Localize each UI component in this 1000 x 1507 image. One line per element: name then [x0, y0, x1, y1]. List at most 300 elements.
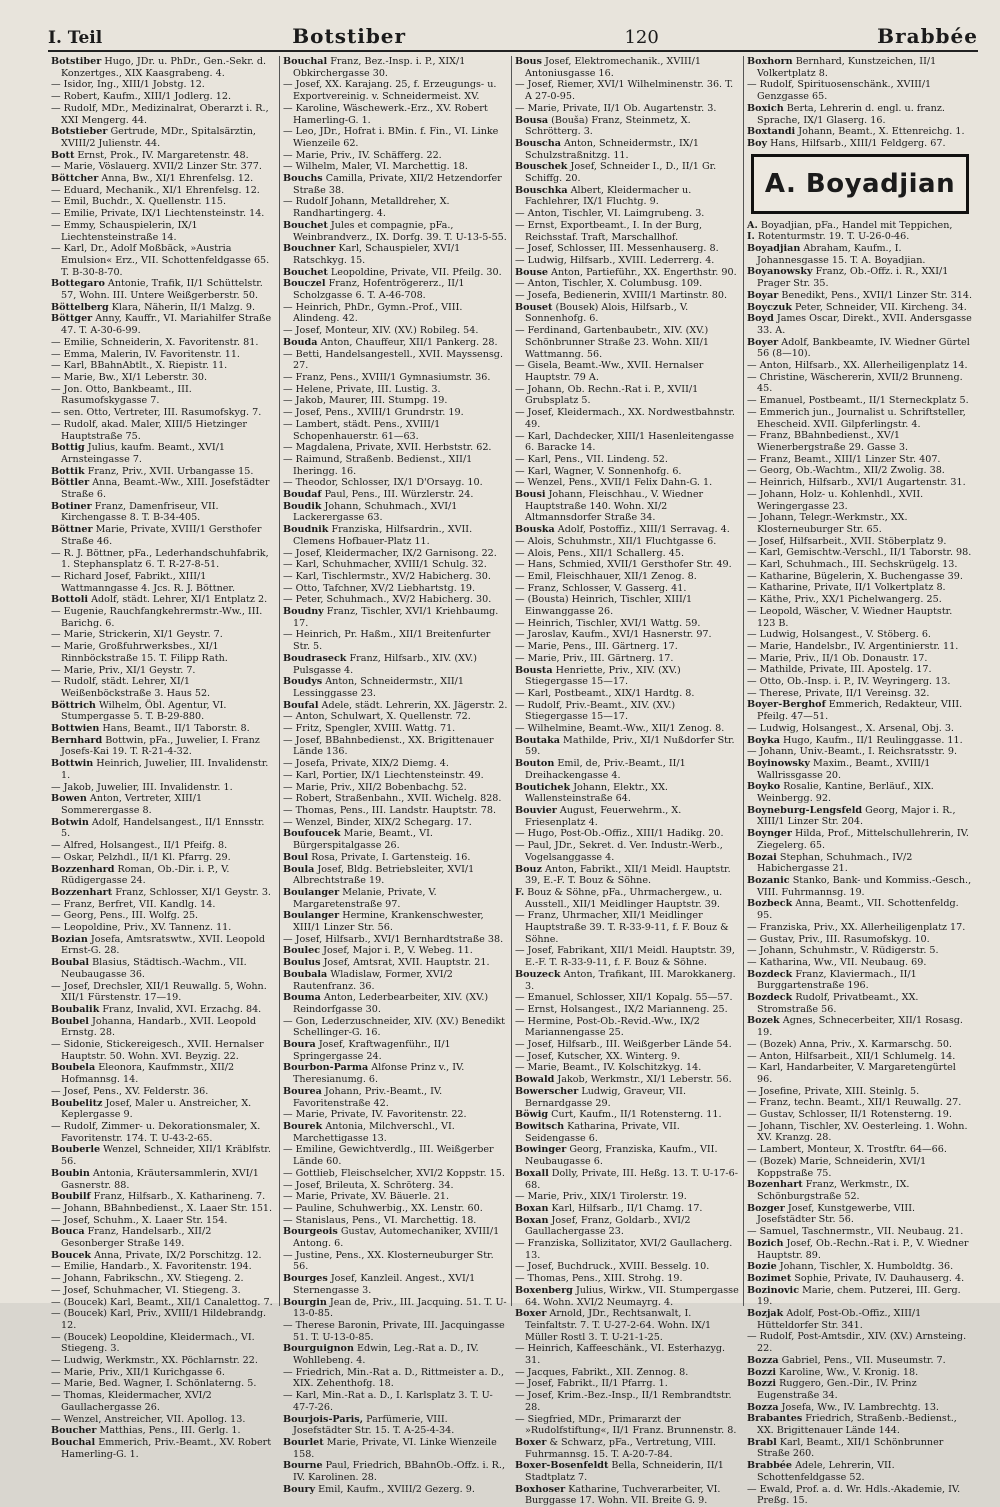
directory-entry: — Ewald, Prof. a. d. Wr. Hdls.-Akademie, IV. Preßg. 15.: [747, 1483, 961, 1507]
directory-entry: — Josef, Hilfsarbeit., XVII. Stöberplatz 9.: [747, 535, 947, 547]
directory-entry: Böttelberg Klara, Näherin, II/1 Malzg. 9.: [51, 301, 256, 313]
directory-entry: — Alfred, Holsangest., II/1 Pfeifg. 8.: [51, 840, 228, 852]
directory-entry: — Robert, Straßenbahn., XVII. Wichelg. 828.: [283, 793, 502, 805]
directory-entry: — Josef, Kleidermacher, IX/2 Garnisong. 22.: [283, 547, 497, 559]
directory-entry: — Josefine, Private, XIII. Steinlg. 5.: [747, 1085, 920, 1097]
directory-entry: Bouton Emil, de, Priv.-Beamt., II/1 Dreihackengasse 4.: [515, 758, 686, 781]
directory-entry: — Katharine, Bügelerin, X. Buchengasse 39.: [747, 570, 963, 582]
directory-entry: — Wilhelmine, Beamt.-Ww., XII/1 Zenog. 8.: [515, 723, 725, 735]
directory-entry: — Josef, Buchdruck., XVIII. Besselg. 10.: [515, 1261, 710, 1273]
directory-entry: — Karl, BBahnAbtlt., X. Riepistr. 11.: [51, 360, 228, 372]
directory-entry: Boudys Anton, Schneidermstr., XII/1 Lessinggasse 23.: [283, 676, 464, 699]
directory-entry: Bouse Anton, Partieführ., XX. Engerthstr. 90.: [515, 266, 737, 278]
directory-entry: Bozich Josef, Ob.-Rechn.-Rat i. P., V. Wiedner Hauptstr. 89.: [747, 1237, 969, 1261]
directory-entry: Bozai Stephan, Schuhmach., IV/2 Habichergasse 21.: [747, 851, 913, 875]
directory-entry: Bouda Anton, Chauffeur, XII/1 Pankerg. 28.: [283, 336, 498, 348]
directory-entry: — Therese Baronin, Private, III. Jacquingasse 51. T. U-13-0-85.: [283, 1319, 505, 1343]
directory-entry: Boudraseck Franz, Hilfsarb., XIV. (XV.) Pulsgasse 4.: [283, 652, 477, 676]
directory-entry: — Anton, Tischler, X. Columbusg. 109.: [515, 278, 703, 290]
directory-entry: — Johann, BBahnbedienst., X. Laaer Str. 151.: [51, 1202, 273, 1214]
directory-entry: Botstieber Gertrude, MDr., Spitalsärztin, XVIII/2 Julienstr. 44.: [51, 126, 256, 149]
directory-entry: — Josefa, Bedienerin, XVIII/1 Martinstr. 80.: [515, 290, 728, 302]
directory-entry: Bottegaro Antonie, Trafik, II/1 Schüttelstr. 57, Wohn. III. Untere Weißgerberstr. 50.: [51, 278, 263, 302]
directory-entry: Bozzi Karoline, Ww., V. Kronig. 18.: [747, 1366, 919, 1378]
directory-entry: Boucek Anna, Private, IX/2 Porschitzg. 12.: [51, 1249, 262, 1261]
directory-entry: — Josefa, Private, XIX/2 Diemg. 4.: [283, 758, 449, 770]
directory-entry: — Franziska, Sollizitator, XVI/2 Gaullacherg. 13.: [515, 1238, 733, 1261]
directory-entry: — Marie, Priv., II/1 Ob. Donaustr. 17.: [747, 652, 928, 664]
directory-entry: — Gustav, Priv., III. Rasumofskyg. 10.: [747, 933, 930, 945]
directory-entry: Boubel Johanna, Handarb., XVII. Leopold Ernstg. 28.: [51, 1015, 257, 1039]
directory-entry: — Johann, Holz- u. Kohlenhdl., XVII. Weringergasse 23.: [747, 488, 924, 512]
directory-entry: Bowitsch Katharina, Private, VII. Seidengasse 6.: [515, 1120, 680, 1144]
directory-entry: Boubal Blasius, Städtisch.-Wachm., VII. Neubaugasse 36.: [51, 957, 247, 980]
directory-entry: — Franziska, Priv., XX. Allerheiligenplatz 17.: [747, 921, 966, 933]
directory-entry: — Ludwig, Werkmstr., XX. Pöchlarnstr. 22.: [51, 1355, 258, 1367]
directory-entry: — Georg, Ob.-Wachtm., XII/2 Zwolig. 38.: [747, 465, 945, 477]
directory-entry: Bouska Adolf, Postoffiz., XIII/1 Serravag. 4.: [515, 524, 730, 536]
directory-entry: — Siegfried, MDr., Primararzt der »Rudolfstiftung«, II/1 Franz. Brunnenstr. 8.: [515, 1413, 737, 1437]
directory-entry: — Marie, Private, IV. Favoritenstr. 22.: [283, 1109, 467, 1121]
directory-entry: — Josef, Krim.-Bez.-Insp., II/1 Rembrandtstr. 28.: [515, 1390, 732, 1413]
directory-entry: Bozanic Stanko, Bank- und Kommiss.-Gesch., VIII. Fuhrmannsg. 19.: [747, 875, 972, 898]
directory-entry: — Hugo, Post-Ob.-Offiz., XIII/1 Hadikg. 20.: [515, 828, 724, 840]
directory-entry: Bouvier August, Feuerwehrm., X. Friesenplatz 4.: [515, 805, 682, 828]
directory-entry: — Emil, Fleischhauer, XII/1 Zenog. 8.: [515, 570, 697, 582]
directory-entry: — Jacques, Fabrikt., XII. Zennog. 8.: [515, 1366, 689, 1378]
directory-entry: Bourlet Marie, Private, VI. Linke Wienzeile 158.: [283, 1436, 497, 1460]
directory-entry: — Franz, techn. Beamt., XII/1 Reuwallg. 27.: [747, 1097, 962, 1109]
directory-entry: Böttger Anny, Kauffr., VI. Mariahilfer Straße 47. T. A-30-6-99.: [51, 313, 272, 337]
directory-entry: — Marie, Bw., XI/1 Leberstr. 30.: [51, 371, 208, 383]
directory-entry: Bousta Henriette, Priv., XIV. (XV.) Stiegergasse 15—17.: [515, 664, 681, 688]
directory-entry: Boufal Adele, städt. Lehrerin, XX. Jägerstr. 2.: [283, 699, 508, 711]
directory-entry: — Johann, Univ.-Beamt., I. Reichsratsstr. 9.: [747, 746, 958, 758]
directory-entry: — Marie, Priv., III. Gärtnerg. 17.: [515, 652, 674, 664]
directory-entry: — Anton, Hilfsarb., XX. Allerheiligenplatz 14.: [747, 360, 968, 372]
directory-entry: — Josef, Schlosser, III. Messenhauserg. 8.: [515, 243, 719, 255]
directory-entry: — Heinrich, Tischler, XVI/1 Wattg. 59.: [515, 617, 701, 629]
directory-entry: Boubin Antonia, Kräutersammlerin, XVI/1 Gasnerstr. 88.: [51, 1167, 259, 1191]
directory-entry: Boulanger Hermine, Krankenschwester, XIII/1 Linzer Str. 56.: [283, 910, 484, 934]
directory-entry: — (Bozek) Marie, Schneiderin, XVI/1 Koppstraße 75.: [747, 1155, 927, 1179]
directory-entry: — Heinrich, Hilfsarb., XVI/1 Augartenstr. 31.: [747, 477, 966, 489]
directory-entry: Boura Josef, Kraftwagenführ., II/1 Springergasse 24.: [283, 1039, 451, 1062]
directory-entry: Bouzeck Anton, Trafikant, III. Marokkanerg. 3.: [515, 968, 736, 992]
directory-entry: Bottwien Hans, Beamt., II/1 Taborstr. 8.: [51, 723, 250, 735]
directory-entry: — Katharine, Private, II/1 Volkertplatz 8.: [747, 582, 946, 594]
directory-entry: — Lambert, städt. Pens., XVIII/1 Schopenhauerstr. 61—63.: [283, 418, 441, 442]
directory-entry: — Karl, Schuhmach., III. Sechskrügelg. 13.: [747, 559, 958, 571]
directory-entry: — Wenzel, Anstreicher, VII. Apollog. 13.: [51, 1413, 246, 1425]
directory-entry: — Theodor, Schlosser, IX/1 D'Orsayg. 10.: [283, 477, 483, 489]
directory-entry: — Rudolf, Spirituosenschänk., XVIII/1 Genzgasse 65.: [747, 79, 932, 103]
directory-entry: Boxall Dolly, Private, III. Heßg. 13. T. U-17-6-68.: [515, 1167, 739, 1191]
directory-entry: Boxhorn Bernhard, Kunstzeichen, II/1 Volkertplatz 8.: [747, 56, 937, 79]
directory-entry: Boulec Josef, Major i. P., V. Webeg. 11.: [283, 945, 473, 957]
directory-entry: Bozie Johann, Tischler, X. Humboldtg. 36.: [747, 1261, 954, 1273]
directory-entry: — Thomas, Pens., XIII. Strohg. 19.: [515, 1273, 683, 1285]
directory-entry: — Helene, Private, III. Lustig. 3.: [283, 383, 441, 395]
directory-entry: Boubelitz Josef, Maler u. Anstreicher, X. Keplergasse 9.: [51, 1097, 252, 1121]
directory-entry: — Rudolf, Post-Amtsdir., XIV. (XV.) Arnsteing. 22.: [747, 1331, 967, 1355]
directory-entry: — Otto, Ob.-Insp. i. P., IV. Weyringerg. 13.: [747, 676, 951, 688]
directory-entry: — Leopold, Wäscher, V. Wiedner Hauptstr. 123 B.: [747, 605, 953, 629]
directory-entry: Boyd James Oscar, Direkt., XVII. Andersgasse 33. A.: [747, 313, 972, 336]
directory-entry: Bourges Josef, Kanzleil. Angest., XVI/1 Sternengasse 3.: [283, 1273, 476, 1296]
directory-entry: Bouczel Franz, Hofentrögererz., II/1 Scholzgasse 6. T. A-46-708.: [283, 278, 465, 302]
directory-entry: — Marie, Priv., XII/2 Bobenbachg. 52.: [283, 781, 467, 793]
directory-entry: — Jakob, Juwelier, III. Invalidenstr. 1.: [51, 781, 233, 793]
directory-entry: Bourne Paul, Friedrich, BBahnOb.-Offz. i. R., IV. Karolinen. 28.: [283, 1460, 505, 1484]
directory-entry: Boxan Josef, Franz, Goldarb., XVI/2 Gaullachergasse 23.: [515, 1214, 691, 1238]
directory-entry: — Marie, Private, XV. Bäuerle. 21.: [283, 1191, 449, 1203]
directory-entry: — Franz, BBahnbedienst., XV/1 Wienerbergstraße 29. Gasse 3.: [747, 430, 909, 453]
directory-entry: Bouchs Camilla, Private, XII/2 Hetzendorfer Straße 38.: [283, 173, 502, 196]
directory-entry: — Ludwig, Hilfsarb., XVIII. Lederrerg. 4.: [515, 254, 715, 266]
directory-entry: — Thomas, Pens., III. Landstr. Hauptstr. 78.: [283, 805, 497, 816]
directory-entry: — Ludwig, Holsangest., X. Arsenal, Obj. 3.: [747, 722, 954, 734]
directory-entry: — Josef, Schuhm., X. Laaer Str. 154.: [51, 1214, 228, 1226]
directory-entry: Boxer Arnold, JDr., Rechtsanwalt, I. Teinfaltstr. 7. T. U-27-2-64. Wohn. IX/1 Müller Rostl 3. T. U-21-1-25.: [515, 1308, 712, 1343]
directory-entry: Boyadjian Abraham, Kaufm., I. Johannesgasse 15. T. A. Boyadjian.: [747, 243, 926, 266]
directory-entry: — Marie, Bed. Wagner, I. Schönlaterng. 5.: [51, 1378, 257, 1390]
directory-entry: — Karl, Schuhmacher, XVIII/1 Schulg. 32.: [283, 559, 487, 571]
directory-entry: Bozenhart Franz, Werkmstr., IX. Schönburgstraße 52.: [747, 1179, 910, 1202]
directory-entry: — Paul, JDr., Sekret. d. Ver. Industr.-Werb., Vogelsanggasse 4.: [515, 840, 723, 863]
directory-entry: Boxan Karl, Hilfsarb., II/1 Chamg. 17.: [515, 1202, 703, 1214]
directory-entry: Boucher Matthias, Pens., III. Gerlg. 1.: [51, 1425, 241, 1437]
directory-entry: — Josef, Brileuta, X. Schröterg. 34.: [283, 1179, 454, 1191]
directory-entry: Boudaf Paul, Pens., III. Würzlerstr. 24.: [283, 489, 474, 501]
directory-entry: Bouz Anton, Fabrikt., XII/1 Meidl. Hauptstr. 39, E.-F. T. Bouz & Söhne.: [515, 863, 731, 887]
directory-entry: — Wilhelm, Maler, VI. Marchettig. 18.: [283, 161, 468, 173]
directory-entry: — Emmerich jun., Journalist u. Schriftsteller, Ehescheid. XVII. Gilpferlingstr. 4.: [747, 406, 966, 430]
directory-entry: — Gisela, Beamt.-Ww., XVII. Hernalser Hauptstr. 79 A.: [515, 360, 704, 383]
directory-entry: Boxich Berta, Lehrerin d. engl. u. franz. Sprache, IX/1 Glaserg. 16.: [747, 102, 945, 126]
directory-entry: F. Bouz & Söhne, pFa., Uhrmachergew., u. Ausstell., XII/1 Meidlinger Hauptstr. 39.: [515, 886, 723, 910]
directory-entry: — Josef, Kutscher, XX. Winterg. 9.: [515, 1050, 681, 1062]
directory-entry: Bott Ernst, Prok., IV. Margaretenstr. 48.: [51, 149, 249, 161]
directory-entry: — Josef, Schuhmacher, VI. Stiegeng. 3.: [51, 1284, 241, 1296]
part-label: I. Teil: [48, 28, 103, 48]
directory-entry: Boudnik Franziska, Hilfsardrin., XVII. Clemens Hofbauer-Platz 11.: [283, 524, 473, 547]
directory-entry: — (Boucek) Karl, Priv., XVIII/1 Hildebrandg. 12.: [51, 1308, 267, 1331]
directory-entry: Boxer-Bosenfeldt Bella, Schneiderin, II/1 Stadtplatz 7.: [515, 1460, 724, 1484]
directory-entry: — Franz, Pens., XVIII/1 Gymnasiumstr. 36.: [283, 371, 491, 383]
directory-entry: — Rudolf, städt. Lehrer, XI/1 Weißenböckstraße 3. Haus 52.: [51, 676, 211, 699]
directory-entry: Böwig Curt, Kaufm., II/1 Rotensterng. 11.: [515, 1109, 722, 1121]
directory-entry: Boxenberg Julius, Wirkw., VII. Stumpergasse 64. Wohn. XVI/2 Neumayrg. 4.: [515, 1284, 739, 1308]
directory-entry: — Mathilde, Private, III. Apostelg. 17.: [747, 664, 932, 676]
advertisement-box: A. Boyadjian: [751, 154, 969, 214]
directory-entry: — Karl, Pens., VII. Lindeng. 52.: [515, 453, 668, 465]
directory-entry: — Therese, Private, II/1 Vereinsg. 32.: [747, 687, 930, 699]
entry-columns: [48, 56, 978, 1507]
directory-entry: Bozzenhard Roman, Ob.-Dir. i. P., V. Rüdigergasse 24.: [51, 863, 230, 887]
directory-entry: Boy Hans, Hilfsarb., XIII/1 Feldgerg. 67.: [747, 137, 946, 149]
directory-entry: — Sidonie, Stickereigesch., XVII. Hernalser Hauptstr. 50. Wohn. XVI. Beyzig. 22.: [51, 1039, 264, 1062]
directory-entry: — Johann, Ob. Rechn.-Rat i. P., XVII/1 Grubsplatz 5.: [515, 383, 699, 407]
directory-entry: Bozza Gabriel, Pens., VII. Museumstr. 7.: [747, 1354, 946, 1366]
directory-entry: — Pauline, Schuhwerbig., XX. Lenstr. 60.: [283, 1202, 483, 1214]
directory-entry: Botstiber Hugo, JDr. u. PhDr., Gen.-Sekr. d. Konzertges., XIX Kaasgrabeng. 4.: [51, 56, 267, 79]
directory-entry: — Anton, Hilfsarbeit., XII/1 Schlumelg. 14.: [747, 1050, 956, 1062]
directory-entry: — Lambert, Monteur, X. Trostftr. 64—66.: [747, 1144, 947, 1156]
directory-entry: Böttcher Anna, Bw., XI/1 Ehrenfelsg. 12.: [51, 173, 254, 185]
directory-entry: — Gon, Lederzuschneider, XIV. (XV.) Benedikt Schellinger-G. 16.: [283, 1015, 505, 1039]
directory-entry: Boubilf Franz, Hilfsarb., X. Katharineng. 7.: [51, 1191, 266, 1203]
directory-entry: — Marie, Priv., XII/1 Kurichgasse 6.: [51, 1366, 225, 1378]
directory-entry: Boyinowsky Maxim., Beamt., XVIII/1 Wallrissgasse 20.: [747, 757, 931, 781]
directory-entry: Boutaka Mathilde, Priv., XI/1 Nußdorfer Str. 59.: [515, 734, 735, 758]
directory-entry: Bernhard Bottwin, pFa., Juwelier, I. Franz Josefs-Kai 19. T. R-21-4-32.: [51, 734, 260, 758]
directory-entry: Bous Josef, Elektromechanik., XVIII/1 Antoniusgasse 16.: [515, 56, 701, 79]
directory-entry: — Samuel, Taschnermstr., VII. Neubaug. 21.: [747, 1226, 964, 1238]
directory-entry: Bozzi Ruggero, Gen.-Dir., IV. Prinz Eugenstraße 34.: [747, 1378, 917, 1401]
directory-entry: Boulus Josef, Amtsrat, XVII. Hauptstr. 21.: [283, 957, 490, 969]
directory-entry: — Rudolf Johann, Metalldreher, X. Randhartingerg. 4.: [283, 196, 450, 220]
directory-entry: — Johann, Schuhmstr., V. Rüdigerstr. 5.: [747, 945, 939, 957]
directory-entry: — Käthe, Priv., XX/1 Pichelwangerg. 25.: [747, 594, 942, 606]
directory-entry: Bourguignon Edwin, Leg.-Rat a. D., IV. Wohllebeng. 4.: [283, 1343, 479, 1367]
directory-entry: Bourek Antonia, Milchverschl., VI. Marchettigasse 13.: [283, 1120, 455, 1144]
directory-entry: — Katharina, Ww., VII. Neubaug. 69.: [747, 956, 927, 968]
directory-entry: — Hermine, Post-Ob.-Revid.-Ww., IX/2 Mariannengasse 25.: [515, 1015, 700, 1039]
directory-entry: — Ferdinand, Gartenbaubetr., XIV. (XV.) Schönbrunner Straße 23. Wohn. XII/1 Wattmanng. 56.: [515, 325, 710, 360]
directory-entry: — Franz, Uhrmacher, XII/1 Meidlinger Hauptstraße 39. T. R-33-9-11, f. F. Bouz & Söhne.: [515, 910, 729, 945]
directory-entry: — Jon. Otto, Bankbeamt., III. Rasumofskygasse 7.: [51, 383, 192, 407]
directory-entry: Boula Josef, Bldg. Betriebsleiter, XVI/1 Albrechtstraße 19.: [283, 863, 475, 887]
directory-entry: — Fritz, Spengler, XVIII. Wattg. 71.: [283, 723, 456, 735]
directory-entry: — Marie, Priv., XIX/1 Tirolerstr. 19.: [515, 1191, 687, 1203]
directory-entry: Bouchal Franz, Bez.-Insp. i. P., XIX/1 Obkirchergasse 30.: [283, 56, 466, 79]
directory-entry: Bouchner Karl, Schauspieler, XVI/1 Ratschkyg. 15.: [283, 243, 461, 266]
directory-entry: — Anton, Schulwart, X. Quellenstr. 72.: [283, 711, 471, 723]
directory-entry: — Ernst, Holsangest., IX/2 Marianneng. 25.: [515, 1003, 728, 1015]
directory-entry: Bottoli Adolf, städt. Lehrer, XI/1 Entplatz 2.: [51, 594, 268, 606]
directory-entry: Bowen Anton, Vertreter, XIII/1 Sommerergasse 8.: [51, 793, 203, 816]
directory-entry: — Magdalena, Private, XVII. Herbststr. 62.: [283, 442, 492, 454]
directory-entry: Boynger Hilda, Prof., Mittelschullehrerin, IV. Ziegelerg. 65.: [747, 828, 969, 851]
directory-entry: — Oskar, Pelzhdl., II/1 Kl. Pfarrg. 29.: [51, 851, 231, 863]
directory-entry: — Emilie, Private, IX/1 Liechtensteinstr. 14.: [51, 208, 265, 220]
directory-entry: — Karl, Postbeamt., XIX/1 Hardtg. 8.: [515, 687, 695, 699]
directory-entry: — Jakob, Maurer, III. Stumpg. 19.: [283, 395, 448, 407]
directory-entry: Bouca Franz, Handelsarb., XII/2 Gesonberger Straße 149.: [51, 1226, 212, 1250]
directory-entry: — Josef, Pens., XVIII/1 Grundrstr. 19.: [283, 407, 464, 419]
directory-entry: Boxhoser Katharine, Tuchverarbeiter, VI. Burggasse 17. Wohn. VII. Breite G. 9.: [515, 1483, 721, 1507]
directory-entry: — Karl, Handarbeiter, V. Margaretengürtel 96.: [747, 1062, 956, 1085]
directory-entry: — Emmy, Schauspielerin, IX/1 Liechtensteinstraße 14.: [51, 219, 198, 243]
directory-entry: Botwin Adolf, Handelsangest., II/1 Ennsstr. 5.: [51, 816, 265, 840]
directory-entry: — Marie, Großfuhrwerksbes., XI/1 Rinnböckstraße 15. T. Filipp Rath.: [51, 641, 228, 664]
directory-entry: — (Boucek) Karl, Beamt., XII/1 Canalettog. 7.: [51, 1296, 273, 1308]
directory-entry: Bottwin Heinrich, Juwelier, III. Invalidenstr. 1.: [51, 758, 269, 781]
directory-entry: — Alois, Schuhmstr., XII/1 Fluchtgasse 6.: [515, 535, 717, 547]
directory-entry: — Marie, Pens., III. Gärtnerg. 17.: [515, 641, 678, 653]
directory-entry: — Karl, Tischlermstr., XV/2 Habicherg. 30.: [283, 570, 491, 582]
directory-entry: Bouset (Bousek) Alois, Hilfsarb., V. Sonnenhofg. 6.: [515, 301, 689, 325]
directory-entry: Boyneburg-Lengsfeld Georg, Major i. R., XIII/1 Linzer Str. 204.: [747, 804, 956, 828]
directory-entry: Bourea Johann, Priv.-Beamt., IV. Favoritenstraße 42.: [283, 1085, 443, 1109]
directory-entry: — Robert, Kaufm., XIII/1 Jodlerg. 12.: [51, 91, 232, 103]
directory-entry: Brabbée Adele, Lehrerin, VII. Schottenfeldgasse 52.: [747, 1460, 895, 1483]
directory-entry: Böttner Marie, Private, XVIII/1 Gersthofer Straße 46.: [51, 524, 262, 547]
directory-entry: — Rudolf, MDr., Medizinalrat, Oberarzt i. R., XXI Mengerg. 44.: [51, 102, 269, 126]
directory-entry: Bouscha Anton, Schneidermstr., IX/1 Schulzstraßnitzg. 11.: [515, 137, 699, 161]
directory-entry: Bozimet Sophie, Private, IV. Dauhauserg. 4.: [747, 1272, 965, 1284]
directory-entry: — Marie, Handelsbr., IV. Argentinierstr. 11.: [747, 640, 959, 652]
directory-entry: Bouberle Wenzel, Schneider, XII/1 Kräblfstr. 56.: [51, 1144, 271, 1168]
directory-entry: — Rudolf, Zimmer- u. Dekorationsmaler, X. Favoritenstr. 174. T. U-43-2-65.: [51, 1120, 261, 1144]
right-keyword: Brabbée: [877, 24, 978, 48]
directory-entry: Boyanowsky Franz, Ob.-Offz. i. R., XXI/1 Prager Str. 35.: [747, 266, 949, 290]
directory-entry: — Ernst, Exportbeamt., I. In der Burg, Reichsstaf. Traft, Marschallhof.: [515, 219, 703, 243]
directory-entry: — Josef, Pens., XV. Felderstr. 36.: [51, 1085, 209, 1097]
directory-entry: Boubela Eleonora, Kaufmmstr., XII/2 Hofmannsg. 14.: [51, 1062, 235, 1086]
directory-entry: — Rudolf, Priv.-Beamt., XIV. (XV.) Stiegergasse 15—17.: [515, 699, 676, 723]
directory-entry: — Richard Josef, Fabrikt., XIII/1 Wattmanngasse 4. Jcs. R. J. Böttner.: [51, 570, 236, 594]
directory-entry: — Anton, Tischler, VI. Laimgrubeng. 3.: [515, 208, 705, 220]
directory-entry: — Karl, Wagner, V. Sonnenhofg. 6.: [515, 465, 682, 477]
directory-entry: Bozjak Adolf, Post-Ob.-Offiz., XIII/1 Hütteldorfer Str. 341.: [747, 1308, 922, 1331]
directory-entry: Bourjois-Paris, Parfümerie, VIII. Josefstädter Str. 15. T. A-25-4-34.: [283, 1413, 455, 1437]
directory-entry: — Heinrich, Kaffeeschänk., VI. Esterhazyg. 31.: [515, 1343, 726, 1367]
directory-entry: Boudny Franz, Tischler, XVI/1 Kriehbaumg. 17.: [283, 606, 499, 629]
directory-entry: — Johann, Tischler, XV. Oesterleing. 1. Wohn. XV. Kranzg. 28.: [747, 1120, 968, 1144]
directory-entry: — Josef, Monteur, XIV. (XV.) Robileg. 54.: [283, 325, 479, 337]
directory-entry: — Stanislaus, Pens., VI. Marchettig. 18.: [283, 1214, 477, 1226]
directory-entry: — Hans, Schmied, XVII/1 Gersthofer Str. 49.: [515, 559, 732, 571]
directory-entry: Boyko Rosalie, Kantine, Berläuf., XIX. Weinbergg. 92.: [747, 781, 934, 805]
directory-entry: Bowald Jakob, Werkmstr., XI/1 Leberstr. 56.: [515, 1074, 732, 1086]
column-2: [280, 56, 512, 1495]
directory-entry: — Emilie, Schneiderin, X. Favoritenstr. 81.: [51, 336, 259, 348]
directory-entry: Boulanger Melanie, Private, V. Margaretenstraße 97.: [283, 886, 437, 910]
directory-entry: Bowinger Georg, Franziska, Kaufm., VII. Neubaugasse 6.: [515, 1144, 718, 1168]
directory-entry: — Leopoldine, Priv., XV. Tannenz. 11.: [51, 922, 232, 934]
directory-entry: Bourgeois Gustav, Automechaniker, XVIII/1 Antong. 6.: [283, 1226, 500, 1250]
directory-entry: Boul Rosa, Private, I. Gartensteig. 16.: [283, 851, 471, 863]
directory-entry: Bouschka Albert, Kleidermacher u. Fachlehrer, IX/1 Fluchtg. 9.: [515, 184, 692, 208]
directory-entry: — Karl, Min.-Rat a. D., I. Karlsplatz 3. T. U-47-7-26.: [283, 1390, 493, 1413]
directory-entry: Boyer Adolf, Bankbeamte, IV. Wiedner Gürtel 56 (8—10).: [747, 336, 970, 360]
directory-entry: Bouschek Josef, Schneider I., D., II/1 Gr. Schiffg. 20.: [515, 161, 717, 185]
directory-entry: Boyka Hugo, Kaufm., II/1 Reulinggasse. 11.: [747, 734, 963, 746]
column-3: [512, 56, 744, 1507]
directory-entry: — Alois, Pens., XII/1 Schallerg. 45.: [515, 547, 684, 559]
directory-entry: Boyer-Berghof Emmerich, Redakteur, VIII. Pfeilg. 47—51.: [747, 699, 963, 723]
directory-entry: — Marie, Priv., XI/1 Geystr. 7.: [51, 664, 196, 676]
directory-entry: Bozek Agnes, Schnecerbeiter, XII/1 Rosasg. 19.: [747, 1015, 963, 1039]
directory-entry: — Franz, Schlosser, V. Gasserg. 41.: [515, 582, 687, 594]
directory-entry: — Eugenie, Rauchfangkehrermstr.-Ww., III. Barichg. 6.: [51, 606, 263, 629]
directory-entry: — Isidor, Ing., XIII/1 Jobstg. 12.: [51, 79, 205, 91]
directory-entry: Bozbeck Anna, Beamt., VII. Schottenfeldg. 95.: [747, 898, 959, 922]
directory-entry: — Josef, Hilfsarb., XVI/1 Bernhardtstraße 38.: [283, 933, 504, 945]
directory-entry: — Otto, Tafchner, XV/2 Liebhartstg. 19.: [283, 582, 476, 594]
directory-entry: — Thomas, Kleidermacher, XVI/2 Gaullachergasse 26.: [51, 1390, 212, 1413]
directory-entry: — sen. Otto, Vertreter, III. Rasumofskyg. 7.: [51, 407, 262, 419]
directory-entry: Bottik Franz, Priv., XVII. Urbangasse 15.: [51, 465, 254, 477]
directory-entry: — Wenzel, Binder, XIX/2 Schegarg. 17.: [283, 816, 472, 828]
directory-entry: Bozdeck Rudolf, Privatbeamt., XX. Stromstraße 56.: [747, 992, 919, 1015]
directory-entry: Bozzenhart Franz, Schlosser, XI/1 Geystr. 3.: [51, 886, 271, 898]
directory-entry: — Betti, Handelsangestell., XVII. Mayssensg. 27.: [283, 348, 504, 372]
directory-entry: — R. J. Böttner, pFa., Lederhandschuhfabrik, 1. Stephansplatz 6. T. R-27-8-51.: [51, 547, 269, 571]
directory-entry: Boyar Benedikt, Pens., XVII/1 Linzer Str. 314.: [747, 289, 973, 301]
directory-entry: — Gottlieb, Fleischselcher, XVI/2 Koppstr. 15.: [283, 1167, 505, 1179]
directory-entry: — Josef, Fabrikt., II/1 Pfarrg. 1.: [515, 1378, 668, 1390]
directory-entry: — Karl, Portier, IX/1 Liechtensteinstr. 49.: [283, 769, 484, 781]
directory-entry: Boury Emil, Kaufm., XVIII/2 Gezerg. 9.: [283, 1483, 475, 1495]
directory-entry: Bozinovic Marie, chem. Putzerei, III. Gerg. 19.: [747, 1284, 961, 1308]
directory-entry: Bottig Julius, kaufm. Beamt., XVI/1 Arnsteingasse 7.: [51, 442, 226, 465]
directory-entry: — Emil, Buchdr., X. Quellenstr. 115.: [51, 196, 226, 208]
directory-entry: — Karl, Gemischtw.-Verschl., II/1 Taborstr. 98.: [747, 547, 972, 559]
directory-entry: — Georg, Pens., III. Wolfg. 25.: [51, 910, 199, 922]
directory-entry: — (Boucek) Leopoldine, Kleidermach., VI. Stiegeng. 3.: [51, 1331, 255, 1355]
left-keyword: Botstiber: [292, 24, 407, 48]
directory-entry: Bozian Josefa, Amtsratswtw., XVII. Leopold Ernst-G. 28.: [51, 933, 266, 957]
directory-entry: — Emanuel, Schlosser, XII/1 Kopalg. 55—57.: [515, 992, 733, 1004]
directory-entry: Bowerscher Ludwig, Graveur, VII. Bernardgasse 29.: [515, 1085, 687, 1109]
page-number: 120: [624, 27, 659, 48]
directory-entry: — Emilie, Handarb., X. Favoritenstr. 194.: [51, 1261, 252, 1273]
directory-entry: I. Rotenturmstr. 19. T. U-26-0-46.: [747, 231, 910, 243]
directory-entry: Böttler Anna, Beamt.-Ww., XIII. Josefstädter Straße 6.: [51, 477, 270, 501]
directory-entry: — Emanuel, Postbeamt., II/1 Sterneckplatz 5.: [747, 395, 969, 407]
directory-entry: — (Bozek) Anna, Priv., X. Karmarschg. 50.: [747, 1038, 952, 1050]
directory-entry: Bouma Anton, Lederbearbeiter, XIV. (XV.) Reindorfgasse 30.: [283, 992, 489, 1015]
directory-entry: — Heinrich, Pr. Haßm., XII/1 Breitenfurter Str. 5.: [283, 629, 491, 653]
directory-entry: Bouchal Emmerich, Priv.-Beamt., XV. Robert Hamerling-G. 1.: [51, 1436, 272, 1460]
directory-entry: — Marie, Beamt., IV. Kolschitzkyg. 14.: [515, 1062, 702, 1074]
directory-entry: Bozdeck Franz, Klaviermach., II/1 Burggartenstraße 196.: [747, 968, 917, 992]
directory-entry: — Marie, Strickerin, XI/1 Geystr. 7.: [51, 629, 223, 641]
directory-entry: — Peter, Schuhmach., XV/2 Habicherg. 30.: [283, 594, 492, 606]
directory-entry: Brabantes Friedrich, Straßenb.-Bedienst., XX. Brigittenauer Lände 144.: [747, 1413, 957, 1437]
directory-entry: — Marie, Vöslauerg. XVII/2 Linzer Str. 377.: [51, 161, 262, 173]
directory-entry: — Josef, Fabrikant, XII/1 Meidl. Hauptstr. 39, E.-F. T. R-33-9-11, f. F. Bouz & Söhne.: [515, 945, 735, 969]
directory-entry: — Josef, Kleidermach., XX. Nordwestbahnstr. 49.: [515, 407, 735, 430]
directory-entry: Bouchet Jules et compagnie, pFa., Weinbrandverz., IX. Dorfg. 39. T. U-13-5-55.: [283, 219, 507, 243]
directory-entry: — Franz, Berfret, VII. Kandlg. 14.: [51, 898, 216, 910]
directory-entry: — Johann, Fabrikschn., XV. Stiegeng. 2.: [51, 1273, 244, 1285]
directory-entry: Boubalik Franz, Invalid, XVI. Erzachg. 84.: [51, 1003, 262, 1015]
directory-entry: — Ludwig, Holsangest., V. Stöberg. 6.: [747, 629, 931, 641]
directory-entry: Boxer & Schwarz, pFa., Vertretung, VIII. Fuhrmannsg. 15. T. A-20-7-84.: [515, 1436, 717, 1460]
directory-entry: — Marie, Priv., IV. Schäfferg. 22.: [283, 149, 442, 161]
directory-entry: — Leo, JDr., Hofrat i. BMin. f. Fin., VI. Linke Wienzeile 62.: [283, 126, 499, 149]
column-4: [744, 56, 976, 1507]
directory-entry: — Karl, Dr., Adolf Moßbäck, »Austria Emulsion« Erz., VII. Schottenfeldgasse 65. T. B-30-8-70.: [51, 243, 270, 278]
directory-entry: — Josef, Hilfsarb., III. Weißgerber Lände 54.: [515, 1039, 732, 1051]
directory-entry: Boutichek Johann, Elektr., XX. Wallensteinstraße 64.: [515, 781, 668, 805]
directory-entry: — Karoline, Wäschewerk.-Erz., XV. Robert Hamerling-G. 1.: [283, 102, 488, 126]
directory-entry: — Heinrich, PhDr., Gymn.-Prof., VIII. Alindeng. 42.: [283, 301, 463, 325]
directory-entry: Bozza Josefa, Ww., IV. Lambrechtg. 13.: [747, 1401, 939, 1413]
directory-entry: — Jaroslav, Kaufm., XVI/1 Hasnerstr. 97.: [515, 629, 712, 641]
directory-entry: Bourgin Jean de, Priv., III. Jacquing. 51. T. U-13-0-85.: [283, 1296, 507, 1320]
directory-entry: — Christine, Wäschererin, XVII/2 Brunneng. 45.: [747, 371, 963, 395]
directory-entry: — Friedrich, Min.-Rat a. D., Rittmeister a. D., XIX. Zehenthofg. 18.: [283, 1366, 505, 1390]
directory-entry: Bouchet Leopoldine, Private, VII. Pfeilg. 30.: [283, 266, 502, 278]
page-header: [48, 24, 978, 52]
directory-entry: — Emiline, Gewichtverdlg., III. Weißgerber Lände 60.: [283, 1144, 494, 1168]
directory-entry: — Josef, XX. Karajang. 25, f. Erzeugungs- u. Exportvereinig. v. Schneidermeist. XV.: [283, 79, 497, 103]
